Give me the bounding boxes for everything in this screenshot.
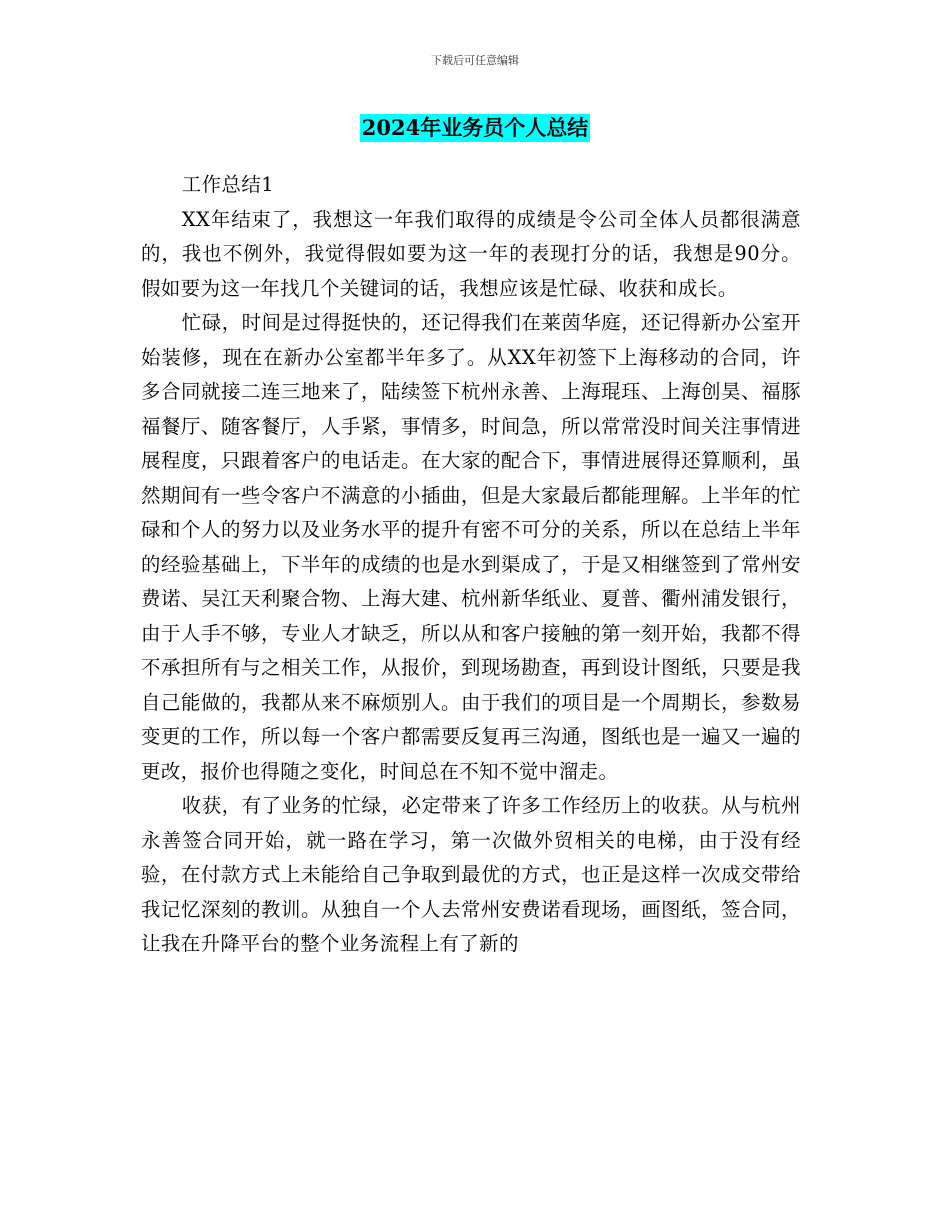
paragraph-2: 忙碌，时间是过得挺快的，还记得我们在莱茵华庭，还记得新办公室开始装修，现在在新办公室都半年多了。从XX年初签下上海移动的合同，许多合同就接二连三地来了，陆续签下杭州永善、上海琨珏、上海创昊、福豚福餐厅、随客餐厅，人手紧，事情多，时间急，所以常常没时间关注事情进展程度，只跟着客户的电话走。在大家的配合下，事情进展得还算顺利，虽然期间有一些令客户不满意的小插曲，但是大家最后都能理解。上半年的忙碌和个人的努力以及业务水平的提升有密不可分的关系，所以在总结上半年的经验基础上，下半年的成绩的也是水到渠成了，于是又相继签到了常州安费诺、吴江天利聚合物、上海大建、杭州新华纸业、夏普、衢州浦发银行，由于人手不够，专业人才缺乏，所以从和客户接触的第一刻开始，我都不得不承担所有与之相关工作，从报价，到现场勘查，再到设计图纸，只要是我自己能做的，我都从来不麻烦别人。由于我们的项目是一个周期长，参数易变更的工作，所以每一个客户都需要反复再三沟通，图纸也是一遍又一遍的更改，报价也得随之变化，时间总在不知不觉中溜走。 <box>141 311 801 783</box>
document-body <box>141 168 801 962</box>
page-header-note: 下载后可任意编辑 <box>431 54 519 67</box>
paragraph-3: 收获，有了业务的忙绿，必定带来了许多工作经历上的收获。从与杭州永善签合同开始，就一路在学习，第一次做外贸相关的电梯，由于没有经验，在付款方式上未能给自己争取到最优的方式，也正是这样一次成交带给我记忆深刻的教训。从独自一个人去常州安费诺看现场，画图纸，签合同，让我在升降平台的整个业务流程上有了新的 <box>141 794 801 955</box>
section-heading: 工作总结1 <box>181 173 275 196</box>
title-container <box>0 114 950 142</box>
paragraph-1: XX年结束了，我想这一年我们取得的成绩是令公司全体人员都很满意的，我也不例外，我觉得假如要为这一年的表现打分的话，我想是90分。假如要为这一年找几个关键词的话，我想应该是忙碌、收获和成长。 <box>141 207 801 300</box>
document-title: 2024年业务员个人总结 <box>361 115 589 140</box>
